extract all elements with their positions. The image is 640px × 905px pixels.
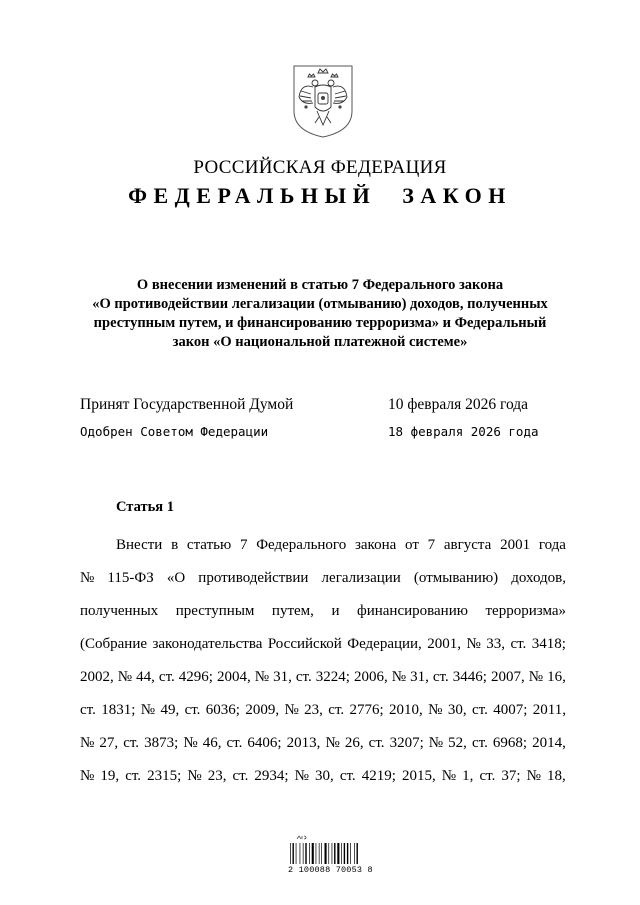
article-word: Российской — [267, 636, 342, 652]
article-word: «О — [166, 570, 186, 586]
article-word: финансированию — [357, 603, 468, 619]
article-word: 2010, — [389, 702, 423, 718]
article-word: 26, — [344, 735, 364, 751]
article-word: № — [117, 669, 133, 685]
article-word: 3446; — [452, 669, 487, 685]
article-word: № — [140, 702, 156, 718]
article-word: № — [528, 669, 544, 685]
article-word: 33, — [486, 636, 505, 652]
article-line — [80, 601, 566, 621]
article-word: ст. — [80, 702, 96, 718]
article-word: ст. — [471, 702, 488, 718]
article-word: 52, — [448, 735, 467, 751]
article-word: ст. — [184, 702, 201, 718]
article-word: № — [183, 735, 198, 751]
document-type: ФЕДЕРАЛЬНЫЙ ЗАКОН — [128, 183, 512, 208]
article-word: ст. — [158, 669, 175, 685]
article-word: 30, — [447, 702, 467, 718]
article-word: № — [466, 636, 481, 652]
article-word: 2001 — [500, 537, 531, 553]
article-word: 19, — [100, 768, 120, 784]
law-title-line: «О противодействии легализации (отмыванию) доходов, полученных — [92, 296, 548, 312]
article-word: преступным — [175, 603, 255, 619]
article-word: полученных — [80, 603, 159, 619]
country-name: РОССИЙСКАЯ ФЕДЕРАЦИЯ — [193, 157, 447, 178]
coat-of-arms-emblem — [291, 63, 355, 139]
article-word: 44, — [136, 669, 155, 685]
duma-date: 10 февраля 2026 года — [388, 396, 529, 413]
article-word: статью — [186, 537, 232, 553]
article-line — [80, 733, 566, 753]
council-approval-row — [80, 424, 560, 444]
article-word: Федерального — [256, 537, 347, 553]
article-word: 18, — [547, 768, 566, 784]
article-word: 2004, — [216, 669, 251, 685]
article-word: 49, — [160, 702, 180, 718]
article-word: 37; — [501, 768, 521, 784]
article-word: 3873; — [144, 735, 179, 751]
article-word: ст. — [226, 735, 243, 751]
article-word: терроризма» — [485, 603, 566, 619]
law-title-line: О внесении изменений в статью 7 Федерального закона — [136, 277, 504, 293]
article-word: 6968; — [492, 735, 528, 751]
article-word: и — [331, 603, 340, 619]
article-word: ст. — [339, 768, 356, 784]
article-word: № — [80, 768, 95, 784]
article-word: 31, — [410, 669, 429, 685]
law-title-line: преступным путем, и финансированию терроризма» и Федеральный — [93, 315, 547, 331]
article-word: 2009, — [245, 702, 280, 718]
article-word: (отмыванию) — [413, 570, 499, 586]
article-word: ст. — [232, 768, 249, 784]
article-word: 23, — [207, 768, 227, 784]
article-word: 2001, — [427, 636, 462, 652]
article-word: законодательства — [152, 636, 263, 652]
article-word: 2015, — [401, 768, 436, 784]
article-line — [80, 700, 566, 720]
article-word: года — [538, 537, 566, 553]
article-word: августа — [443, 537, 492, 553]
article-word: 3224; — [315, 669, 350, 685]
duma-adoption-row — [80, 396, 560, 416]
article-word: 2013, — [286, 735, 321, 751]
article-line — [116, 535, 566, 555]
article-word: 3418; — [531, 636, 566, 652]
article-word: закона — [354, 537, 397, 553]
barcode — [288, 833, 373, 879]
article-word: 7 — [239, 537, 248, 553]
article-word: 2006, — [353, 669, 388, 685]
article-line — [80, 568, 566, 588]
article-word: № — [80, 570, 95, 586]
article-word: 3207; — [389, 735, 424, 751]
article-word: 7 — [427, 537, 436, 553]
article-word: путем, — [271, 603, 314, 619]
article-word: 115-ФЗ — [107, 570, 154, 586]
duma-label: Принят Государственной Думой — [80, 396, 294, 413]
article-word: ст. — [471, 735, 488, 751]
article-word: 4296; — [178, 669, 213, 685]
article-word: 2014, — [532, 735, 566, 751]
barcode-icon — [288, 833, 370, 865]
council-label: Одобрен Советом Федерации — [80, 424, 269, 439]
article-word: противодействии — [198, 570, 309, 586]
article-word: № — [391, 669, 407, 685]
article-word: 6406; — [247, 735, 282, 751]
article-word: ст. — [123, 735, 140, 751]
article-word: ст. — [432, 669, 449, 685]
article-word: Внести — [116, 537, 163, 553]
article-word: № — [526, 768, 541, 784]
article-word: 2011, — [532, 702, 566, 718]
article-word: № — [325, 735, 340, 751]
article-word: № — [294, 768, 309, 784]
article-word: 4007; — [493, 702, 528, 718]
law-title — [80, 276, 560, 352]
article-word: 1, — [462, 768, 474, 784]
article-word: № — [441, 768, 457, 784]
article-line — [80, 634, 566, 654]
article-word: легализации — [321, 570, 401, 586]
article-word: Федерации, — [347, 636, 422, 652]
article-word: 1831; — [101, 702, 136, 718]
article-word: 6036; — [205, 702, 240, 718]
article-word: доходов, — [511, 570, 566, 586]
council-date: 18 февраля 2026 года — [388, 424, 539, 439]
article-word: № — [428, 702, 443, 718]
article-word: 2776; — [349, 702, 384, 718]
article-word: 4219; — [361, 768, 396, 784]
article-word: в — [171, 537, 179, 553]
article-word: 2002, — [80, 669, 114, 685]
law-title-line: закон «О национальной платежной системе» — [172, 334, 468, 350]
article-word: № — [428, 735, 444, 751]
article-word: 46, — [202, 735, 222, 751]
article-word: ст. — [125, 768, 142, 784]
article-word: 2315; — [147, 768, 182, 784]
article-word: ст. — [479, 768, 496, 784]
article-word: 30, — [315, 768, 334, 784]
article-word: ст. — [368, 735, 385, 751]
article-word: 2934; — [254, 768, 289, 784]
article-word: ст. — [510, 636, 527, 652]
article-word: № — [187, 768, 202, 784]
article-word: ст. — [328, 702, 345, 718]
article-word: 16, — [547, 669, 566, 685]
article-word: (Собрание — [80, 636, 148, 652]
article-word: ст. — [295, 669, 312, 685]
article-word: от — [405, 537, 419, 553]
article-word: 23, — [304, 702, 323, 718]
article-word: № — [284, 702, 299, 718]
article-word: № — [80, 735, 95, 751]
article-word: 31, — [273, 669, 292, 685]
article-line — [80, 667, 566, 687]
article-word: № — [254, 669, 270, 685]
article-heading: Статья 1 — [116, 499, 174, 515]
article-word: 27, — [99, 735, 119, 751]
article-line — [80, 766, 566, 786]
barcode-number: 2 100088 70053 8 — [288, 865, 373, 875]
article-word: 2007, — [490, 669, 525, 685]
